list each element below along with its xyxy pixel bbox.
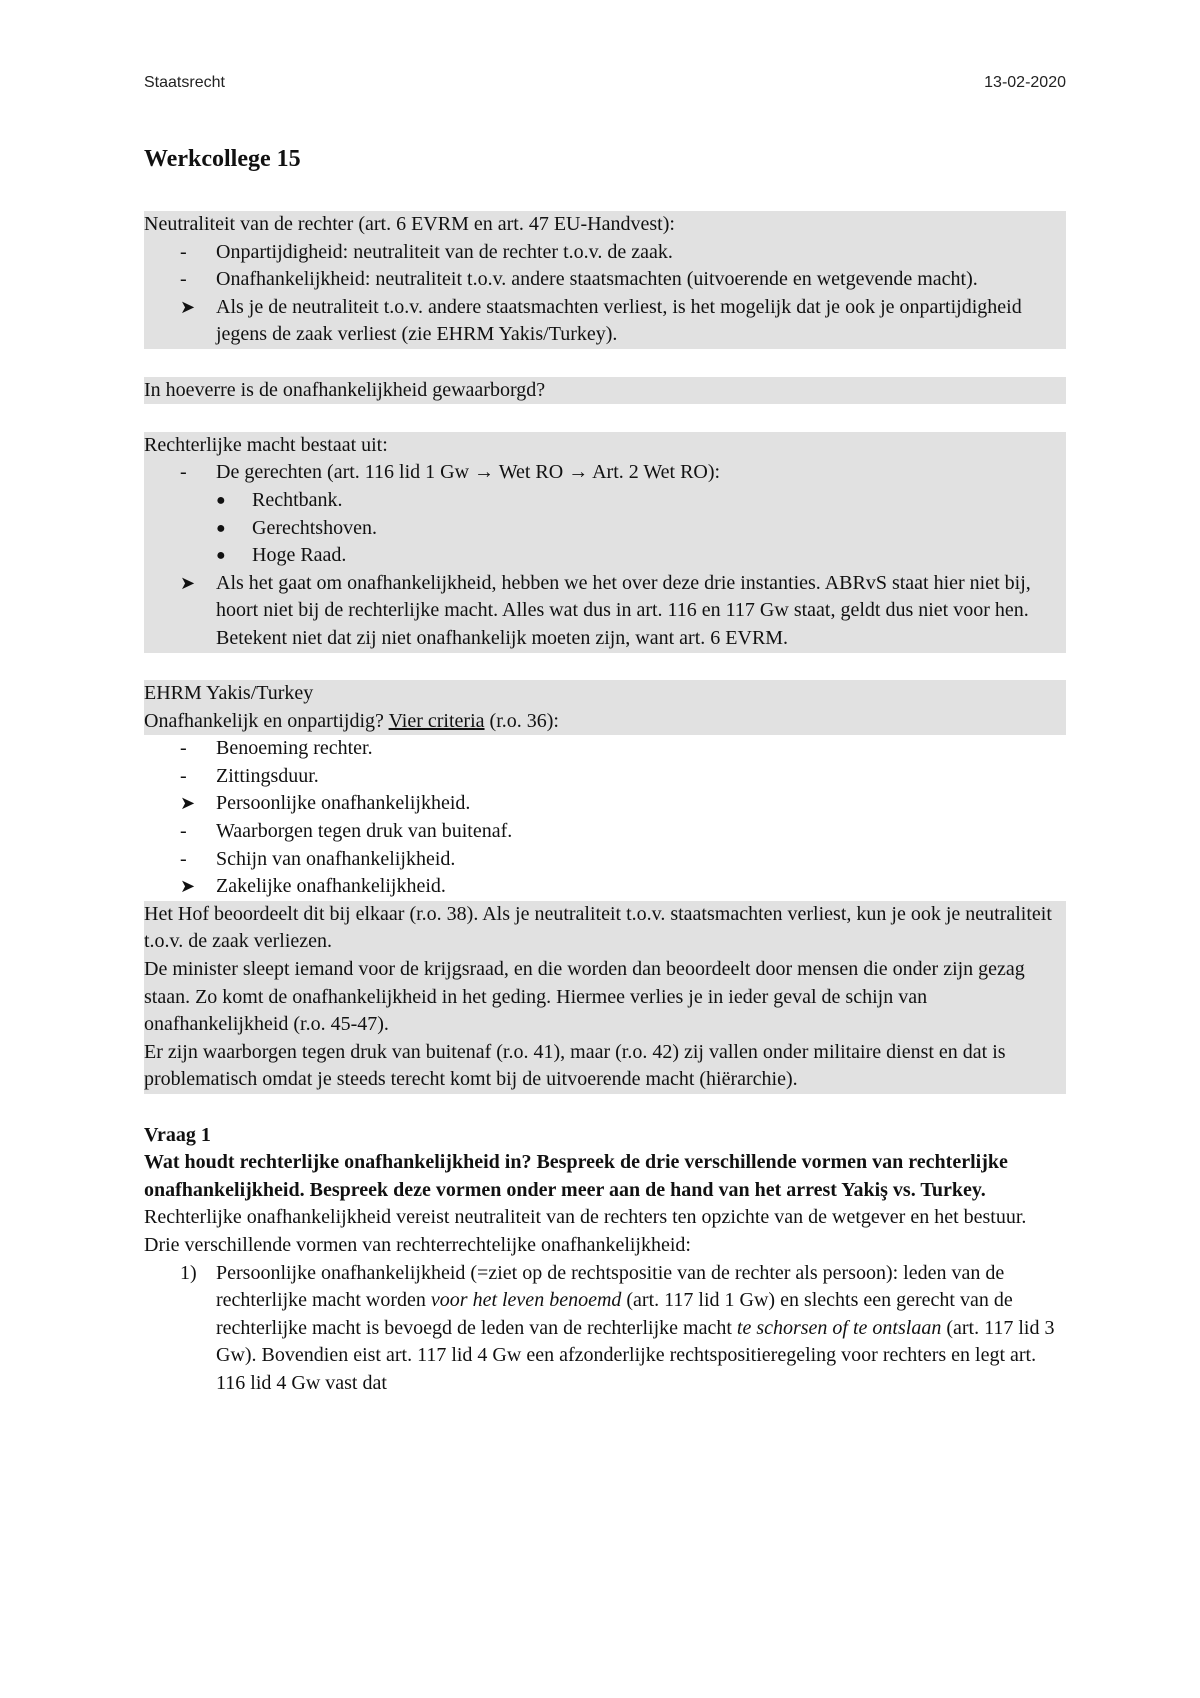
criteria-question-underlined: Vier criteria: [388, 709, 485, 732]
list-item-text: Onpartijdigheid: neutraliteit van de rechter t.o.v. de zaak.: [216, 240, 673, 263]
criteria-item-text: Persoonlijke onafhankelijkheid.: [216, 792, 471, 815]
item-text-c: (art. 117 lid 3 Gw). Bovendien eist art. 117 lid 4 Gw een afzonderlijke rechtspositieregeling voor rechters en legt art. 116 lid 4 Gw vast dat: [216, 1316, 1055, 1394]
dash-mark: -: [180, 764, 187, 787]
arrow-icon: ➤: [180, 876, 196, 897]
bullet-icon: ●: [216, 491, 226, 509]
criteria-item: [144, 846, 1066, 874]
bullet-icon: ●: [216, 519, 226, 537]
dash-mark: -: [180, 847, 187, 870]
numbered-item: [144, 1260, 1066, 1398]
criteria-item-text: Schijn van onafhankelijkheid.: [216, 847, 456, 870]
dash-mark: -: [180, 240, 187, 263]
item-text-italic-1: voor het leven benoemd: [430, 1289, 622, 1312]
section-rechterlijke-macht: [144, 432, 1066, 653]
paragraph: Rechterlijke onafhankelijkheid vereist neutraliteit van de rechters ten opzichte van de wetgever en het bestuur.: [144, 1206, 1027, 1229]
list-item: [144, 266, 1066, 294]
criteria-question-pre: Onafhankelijk en onpartijdig?: [144, 709, 389, 732]
item-text-b: (art. 117 lid 1 Gw) en slechts een gerecht van de rechterlijke macht is bevoegd de leden van de rechterlijke macht: [216, 1289, 1013, 1339]
criteria-list: [144, 735, 1066, 901]
list-item: [144, 487, 1066, 515]
dash-mark: -: [180, 268, 187, 291]
case-name: EHRM Yakis/Turkey: [144, 682, 314, 705]
list-item-text: De gerechten (art. 116 lid 1 Gw → Wet RO → Art. 2 Wet RO):: [216, 461, 721, 484]
list-item: [144, 239, 1066, 267]
item-number: 1): [180, 1261, 197, 1284]
dash-mark: -: [180, 820, 187, 843]
list-item: [144, 515, 1066, 543]
dash-mark: -: [180, 461, 187, 484]
criteria-item-text: Waarborgen tegen druk van buitenaf.: [216, 820, 513, 843]
section-intro: Rechterlijke macht bestaat uit:: [144, 433, 388, 456]
paragraph: Drie verschillende vormen van rechterrechtelijke onafhankelijkheid:: [144, 1233, 691, 1256]
arrow-icon: ➤: [180, 793, 196, 814]
numbered-item-text: [216, 1260, 1066, 1398]
list-item-text: Als je de neutraliteit t.o.v. andere staatsmachten verliest, is het mogelijk dat je ook je onpartijdigheid jegens de zaak verliest (zie EHRM Yakis/Turkey).: [216, 295, 1022, 346]
list-item: [144, 294, 1066, 349]
criteria-item: [144, 818, 1066, 846]
item-text-a: Persoonlijke onafhankelijkheid (=ziet op de rechtspositie van de rechter als persoon): leden van de rechterlijke macht worden: [216, 1261, 1005, 1312]
dash-mark: -: [180, 737, 187, 760]
arrow-icon: ➤: [180, 572, 196, 593]
vraag-heading: Vraag 1: [144, 1123, 211, 1146]
criteria-item-text: Zittingsduur.: [216, 764, 319, 787]
criteria-question-post: (r.o. 36):: [484, 709, 559, 732]
list-item-text: Gerechtshoven.: [252, 516, 377, 539]
section-question: [144, 377, 1066, 405]
criteria-item: [144, 873, 1066, 901]
list-item-text: Als het gaat om onafhankelijkheid, hebben we het over deze drie instanties. ABRvS staat hier niet bij, hoort niet bij de rechterlijke macht. Alles wat dus in art. 116 en 117 Gw staat, geldt dus niet voor hen. Betekent niet dat zij niet onafhankelijk moeten zijn, want art. 6 EVRM.: [216, 571, 1031, 649]
criteria-item: [144, 735, 1066, 763]
criteria-item: [144, 790, 1066, 818]
arrow-icon: ➤: [180, 296, 196, 317]
item-text-italic-2: te schorsen of te ontslaan: [736, 1316, 942, 1339]
list-item-text: Hoge Raad.: [252, 544, 347, 567]
vraag-question: Wat houdt rechterlijke onafhankelijkheid in? Bespreek de drie verschillende vormen van rechterlijke onafhankelijkheid. Bespreek deze vormen onder meer aan de hand van het arrest Yakiş vs. Turkey.: [144, 1151, 1008, 1201]
header-subject: Staatsrecht: [144, 74, 225, 91]
list-item-text: Rechtbank.: [252, 488, 343, 511]
criteria-item-text: Benoeming rechter.: [216, 737, 373, 760]
document-body: [144, 211, 1066, 1398]
section-question-text: In hoeverre is de onafhankelijkheid gewaarborgd?: [144, 378, 546, 401]
section-vraag-1: [144, 1122, 1066, 1398]
criteria-item: [144, 763, 1066, 791]
section-yakis: [144, 680, 1066, 735]
section-neutraliteit: [144, 211, 1066, 349]
list-item-text: Onafhankelijkheid: neutraliteit t.o.v. andere staatsmachten (uitvoerende en wetgevende macht).: [216, 268, 978, 291]
paragraph: De minister sleept iemand voor de krijgsraad, en die worden dan beoordeelt door mensen die onder zijn gezag staan. Zo komt de onafhankelijkheid in het geding. Hiermee verlies je in ieder geval de schijn van onafhankelijkheid (r.o. 45-47).: [144, 958, 1025, 1036]
bullet-icon: ●: [216, 547, 226, 565]
header-date: 13-02-2020: [984, 74, 1066, 91]
paragraph: Er zijn waarborgen tegen druk van buitenaf (r.o. 41), maar (r.o. 42) zij vallen onder militaire dienst en dat is problematisch omdat je steeds terecht komt bij de uitvoerende macht (hiërarchie).: [144, 1040, 1006, 1091]
list-item: [144, 459, 1066, 487]
page-title: Werkcollege 15: [144, 146, 301, 172]
list-item: [144, 570, 1066, 653]
section-yakis-notes: [144, 901, 1066, 1094]
list-item: [144, 542, 1066, 570]
criteria-question: [144, 708, 1066, 736]
section-intro: Neutraliteit van de rechter (art. 6 EVRM en art. 47 EU-Handvest):: [144, 213, 675, 235]
paragraph: Het Hof beoordeelt dit bij elkaar (r.o. 38). Als je neutraliteit t.o.v. staatsmachten verliest, kun je ook je neutraliteit t.o.v. de zaak verliezen.: [144, 902, 1052, 953]
criteria-item-text: Zakelijke onafhankelijkheid.: [216, 875, 446, 898]
